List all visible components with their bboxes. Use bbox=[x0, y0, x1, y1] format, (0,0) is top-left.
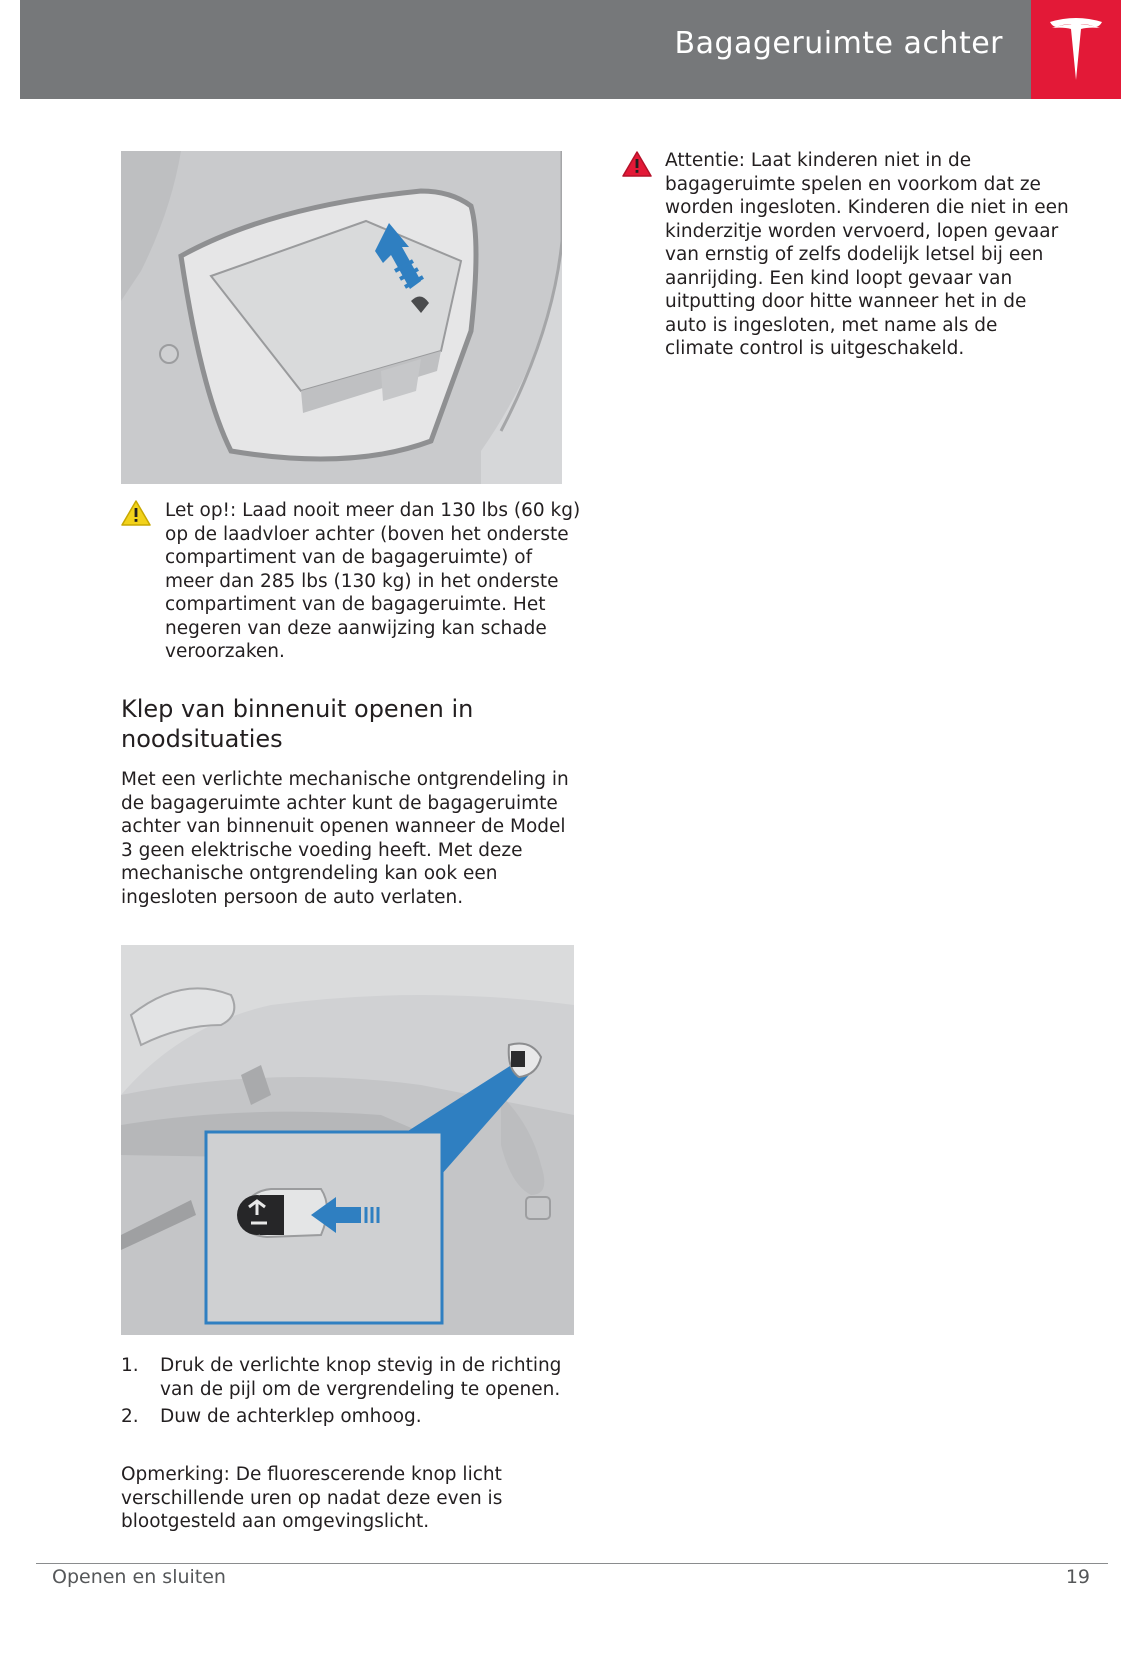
emergency-release-illustration bbox=[121, 945, 574, 1335]
red-warning-triangle-icon bbox=[622, 151, 652, 177]
page-title: Bagageruimte achter bbox=[674, 26, 1003, 61]
warning-lead: Attentie: bbox=[665, 150, 745, 171]
step-item bbox=[121, 1354, 581, 1401]
yellow-warning-triangle-icon bbox=[121, 500, 151, 526]
step-text: Druk de verlichte knop stevig in de richting van de pijl om de vergrendeling te openen. bbox=[160, 1355, 562, 1400]
step-number: 2. bbox=[121, 1406, 139, 1427]
step-item bbox=[121, 1405, 581, 1429]
caution-lead: Let op!: bbox=[165, 500, 237, 521]
warning-notice bbox=[665, 149, 1070, 361]
brand-logo-box bbox=[1031, 0, 1121, 99]
step-number: 1. bbox=[121, 1355, 139, 1376]
caution-notice bbox=[165, 499, 585, 664]
section-body: Met een verlichte mechanische ontgrendeling in de bagageruimte achter kunt de bagageruimte achter van binnenuit openen wanneer de Model 3 geen elektrische voeding heeft. Met deze mechanische ontgrendeling kan ook een ingesloten persoon de auto verlaten. bbox=[121, 769, 569, 908]
page-number: 19 bbox=[1065, 1566, 1090, 1588]
header-bar bbox=[20, 0, 1031, 99]
note-text: De fluorescerende knop licht verschillende uren op nadat deze even is blootgesteld aan omgevingslicht. bbox=[121, 1464, 503, 1532]
step-text: Duw de achterklep omhoog. bbox=[160, 1406, 422, 1427]
note-paragraph bbox=[121, 1463, 551, 1534]
footer-section-name: Openen en sluiten bbox=[52, 1566, 226, 1588]
caution-text: Laad nooit meer dan 130 lbs (60 kg) op de laadvloer achter (boven het onderste compartiment van de bagageruimte) of meer dan 285 lbs (130 kg) in het onderste compartiment van de bagageruimte. Het negeren van deze aanwijzing kan schade veroorzaken. bbox=[165, 500, 581, 662]
footer-divider bbox=[36, 1563, 1108, 1564]
warning-text: Laat kinderen niet in de bagageruimte spelen en voorkom dat ze worden ingesloten. Kinderen die niet in een kinderzitje worden vervoerd, lopen gevaar van ernstig of zelfs dodelijk letsel bij een aanrijding. Een kind loopt gevaar van uitputting door hitte wanneer het in de auto is ingesloten, met name als de climate control is uitgeschakeld. bbox=[665, 150, 1069, 359]
tesla-logo-icon bbox=[1048, 16, 1104, 82]
instruction-steps bbox=[121, 1354, 581, 1433]
trunk-cargo-floor-illustration bbox=[121, 151, 562, 484]
section-heading: Klep van binnenuit openen in noodsituaties bbox=[121, 695, 474, 753]
note-lead: Opmerking: bbox=[121, 1464, 230, 1485]
